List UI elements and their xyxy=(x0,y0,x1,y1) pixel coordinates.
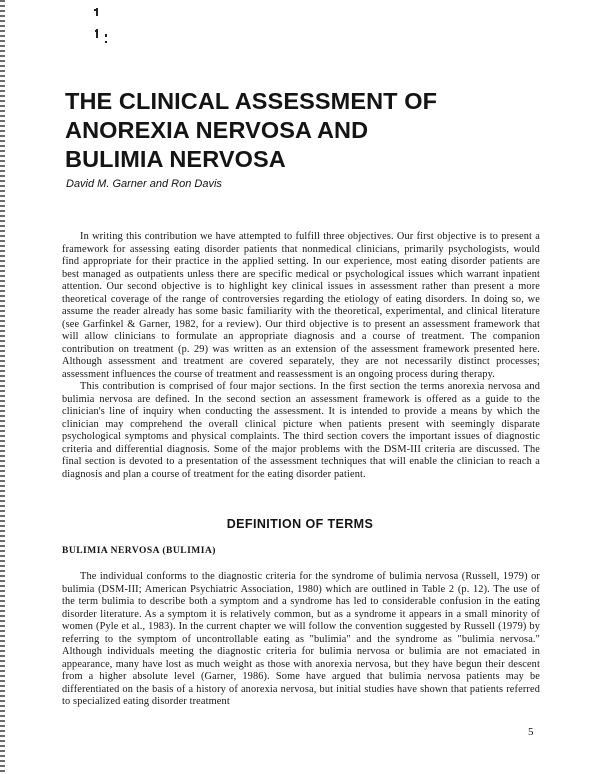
intro-paragraph: In writing this contribution we have attempted to fulfill three objectives. Our first objective is to present a framework for assessing eating disorder patients that nonmedical clinicians, primarily psychologists, would find appropriate for their practice in the applied setting. In our experience, most eating disorder patients are best managed as outpatients unless there are specific medical or psychological issues which warrant inpatient attention. Our second objective is to highlight key clinical issues in assessment rather than present a more theoretical coverage of the range of controversies regarding the etiology of eating disorders. In doing so, we assume the reader already has some basic familiarity with the theoretical, experimental, and clinical literature (see Garfinkel & Garner, 1982, for a review). Our third objective is to present an assessment framework that will allow clinicians to formulate an appropriate diagnosis and a course of treatment. The companion contribution on treatment (p. 29) was written as an extension of the assessment framework presented here. Although assessment and treatment are covered separately, they are not necessarily distinct processes; assessment influences the course of treatment and reassessment is an ongoing process during therapy. xyxy=(62,231,540,380)
section-heading: DEFINITION OF TERMS xyxy=(226,517,374,531)
page-number: 5 xyxy=(528,726,534,738)
chapter-title-line: THE CLINICAL ASSESSMENT OF xyxy=(65,88,438,114)
subsection-heading: BULIMIA NERVOSA (BULIMIA) xyxy=(62,546,216,556)
chapter-title-line: ANOREXIA NERVOSA AND xyxy=(65,117,369,143)
scan-speck xyxy=(95,30,98,32)
intro-section xyxy=(62,231,540,481)
scan-speck xyxy=(94,9,98,11)
bulimia-section xyxy=(62,571,540,709)
chapter-authors: David M. Garner and Ron Davis xyxy=(66,178,222,190)
chapter-title-line: BULIMIA NERVOSA xyxy=(65,146,286,172)
scan-speck xyxy=(105,34,107,37)
scan-speck xyxy=(105,41,107,43)
scan-marks xyxy=(92,6,122,56)
chapter-title xyxy=(65,87,545,174)
scan-binding-edge xyxy=(0,0,5,774)
bulimia-paragraph: The individual conforms to the diagnostic criteria for the syndrome of bulimia nervosa (Russell, 1979) or bulimia (DSM-III; American Psychiatric Association, 1980) which are outlined in Table 2 (p. 12). The use of the term bulimia to describe both a symptom and a syndrome has led to considerable confusion in the eating disorder literature. As a symptom it is relatively common, but as a syndrome it appears in a small minority of women (Pyle et al., 1983). In the current chapter we will follow the convention suggested by Russell (1979) by referring to the symptom of uncontrollable eating as "bulimia" and the syndrome as "bulimia nervosa." Although individuals meeting the diagnostic criteria for bulimia nervosa or bulimia are not emaciated in appearance, many have lost as much weight as those with anorexia nervosa, but they have begun their descent from a higher absolute level (Garner, 1986). Some have argued that bulimia nervosa patients may be differentiated on the basis of a history of anorexia nervosa, but initial studies have shown that patients referred to specialized eating disorder treatment xyxy=(62,571,540,707)
intro-paragraph: This contribution is comprised of four major sections. In the first section the terms anorexia nervosa and bulimia nervosa are defined. In the second section an assessment framework is offered as a guide to the clinician's line of inquiry when conducting the assessment. It is intended to provide a means by which the clinician may comprehend the overall clinical picture when patients present with seemingly disparate psychological symptoms and physical complaints. The third section covers the important issues of diagnostic criteria and differential diagnosis. Some of the major problems with the DSM-III criteria are discussed. The final section is devoted to a presentation of the assessment techniques that will enable the clinician to reach a diagnosis and plan a course of treatment for the eating disorder patient. xyxy=(62,381,540,480)
